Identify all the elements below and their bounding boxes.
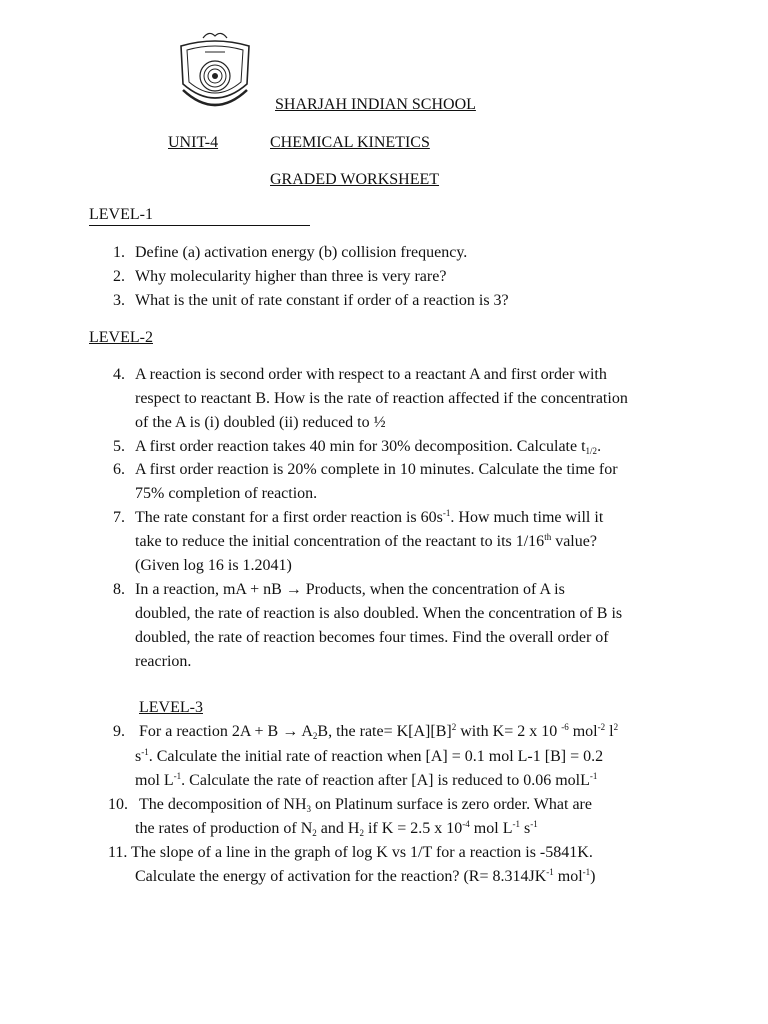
q11-l2sup2: -1 bbox=[582, 867, 591, 877]
q1-text: Define (a) activation energy (b) collision frequency. bbox=[135, 244, 468, 261]
q8-line-2: doubled, the rate of reaction is also doubled. When the concentration of B is bbox=[135, 605, 623, 622]
q7-l2sup: th bbox=[544, 532, 552, 542]
q9-l1sup3: -2 bbox=[597, 722, 606, 732]
q4-line-1: A reaction is second order with respect to a reactant A and first order with bbox=[135, 366, 607, 383]
q9-l1sup4: 2 bbox=[613, 722, 619, 732]
q2-text: Why molecularity higher than three is very rare? bbox=[135, 268, 447, 285]
q9-l1b: B, the rate= K[A][B] bbox=[317, 723, 452, 740]
q11-number: 11. bbox=[108, 844, 128, 861]
q9-line-2 bbox=[135, 748, 603, 766]
q7-l1b: . How much time will it bbox=[450, 509, 604, 526]
q10-l2b: and H bbox=[316, 820, 360, 837]
q7-l1a: The rate constant for a first order reaction is 60s bbox=[135, 509, 443, 526]
q5-number: 5. bbox=[113, 438, 125, 455]
q9-line-1 bbox=[139, 723, 618, 741]
q9-line-3 bbox=[135, 772, 597, 790]
q11-l2c: ) bbox=[590, 868, 596, 885]
q9-l3a: mol L bbox=[135, 772, 174, 789]
q7-line-1 bbox=[135, 509, 603, 527]
q11-l2sup: -1 bbox=[546, 867, 554, 877]
q10-l1: The decomposition of NH bbox=[139, 796, 307, 813]
q9-l1c: with K= 2 x 10 bbox=[456, 723, 562, 740]
q4-line-3: of the A is (i) doubled (ii) reduced to ½ bbox=[135, 414, 386, 431]
q6-number: 6. bbox=[113, 461, 125, 478]
q10-l2d: mol L bbox=[469, 820, 513, 837]
q4-line-2: respect to reactant B. How is the rate of reaction affected if the concentration bbox=[135, 390, 628, 407]
q7-number: 7. bbox=[113, 509, 125, 526]
q5-subscript: 1/2 bbox=[585, 446, 598, 456]
q10-l2sup2: -1 bbox=[512, 819, 520, 829]
q9-l1sub: 2 bbox=[312, 731, 318, 741]
q9-l2b: . Calculate the initial rate of reaction when [A] = 0.1 mol L-1 [B] = 0.2 bbox=[148, 748, 604, 765]
q11-line-1: The slope of a line in the graph of log K vs 1/T for a reaction is -5841K. bbox=[131, 844, 593, 861]
q5-text bbox=[135, 438, 601, 456]
q7-line-3: (Given log 16 is 1.2041) bbox=[135, 557, 292, 574]
school-name: SHARJAH INDIAN SCHOOL bbox=[275, 96, 476, 113]
q4-number: 4. bbox=[113, 366, 125, 383]
q10-l1b: on Platinum surface is zero order. What are bbox=[311, 796, 592, 813]
q3-number: 3. bbox=[113, 292, 125, 309]
worksheet-title: GRADED WORKSHEET bbox=[270, 171, 440, 188]
q10-l2sup3: -1 bbox=[530, 819, 538, 829]
q6-line-2: 75% completion of reaction. bbox=[135, 485, 318, 502]
q6-line-1: A first order reaction is 20% complete in 10 minutes. Calculate the time for bbox=[135, 461, 618, 478]
q10-l2c: if K = 2.5 x 10 bbox=[363, 820, 463, 837]
q9-l3sup2: -1 bbox=[589, 771, 598, 781]
q10-l1sub: 3 bbox=[306, 804, 312, 814]
q10-l2sub2: 2 bbox=[359, 828, 364, 838]
q10-l2sup: -4 bbox=[462, 819, 470, 829]
chapter-title: CHEMICAL KINETICS bbox=[270, 134, 430, 151]
q9-l3b: . Calculate the rate of reaction after [A] is reduced to 0.06 molL bbox=[181, 772, 590, 789]
q10-number: 10. bbox=[108, 796, 128, 813]
q7-l2b: value? bbox=[551, 533, 597, 550]
q9-number: 9. bbox=[113, 723, 125, 740]
q9-l1: For a reaction 2A + B → A bbox=[139, 723, 313, 740]
q5-period: . bbox=[597, 438, 602, 455]
q10-l2a: the rates of production of N bbox=[135, 820, 313, 837]
q11-l2b: mol bbox=[553, 868, 583, 885]
q8-line-4: reacrion. bbox=[135, 653, 192, 670]
level1-heading bbox=[89, 206, 310, 226]
q9-l1d: mol bbox=[568, 723, 598, 740]
q10-l2e: s bbox=[519, 820, 531, 837]
q9-l3sup: -1 bbox=[173, 771, 182, 781]
q9-l1sup2: -6 bbox=[561, 722, 569, 732]
q9-l1e: l bbox=[605, 723, 614, 740]
q11-l2a: Calculate the energy of activation for the reaction? (R= 8.314JK bbox=[135, 868, 547, 885]
q7-l1sup: -1 bbox=[442, 508, 451, 518]
unit-label: UNIT-4 bbox=[168, 134, 219, 151]
q7-l2a: take to reduce the initial concentration of the reactant to its 1/16 bbox=[135, 533, 545, 550]
q11-line-2 bbox=[135, 868, 595, 886]
q9-l2a: s bbox=[135, 748, 142, 765]
q10-line-1 bbox=[139, 796, 592, 814]
q8-line-3: doubled, the rate of reaction becomes four times. Find the overall order of bbox=[135, 629, 609, 646]
q5-main: A first order reaction takes 40 min for 30% decomposition. Calculate t bbox=[135, 438, 586, 455]
q8-number: 8. bbox=[113, 581, 125, 598]
level1-heading-text: LEVEL-1 bbox=[89, 206, 153, 223]
q2-number: 2. bbox=[113, 268, 125, 285]
school-emblem-logo bbox=[175, 28, 255, 116]
q1-number: 1. bbox=[113, 244, 125, 261]
q9-l2sup: -1 bbox=[141, 747, 149, 757]
q8-line-1: In a reaction, mA + nB → Products, when the concentration of A is bbox=[135, 581, 565, 598]
level3-heading: LEVEL-3 bbox=[139, 699, 203, 716]
q10-l2sub: 2 bbox=[312, 828, 317, 838]
q9-l1sup: 2 bbox=[451, 722, 457, 732]
q10-line-2 bbox=[135, 820, 538, 838]
level2-heading: LEVEL-2 bbox=[89, 329, 153, 346]
q7-line-2 bbox=[135, 533, 597, 551]
q3-text: What is the unit of rate constant if order of a reaction is 3? bbox=[135, 292, 509, 309]
